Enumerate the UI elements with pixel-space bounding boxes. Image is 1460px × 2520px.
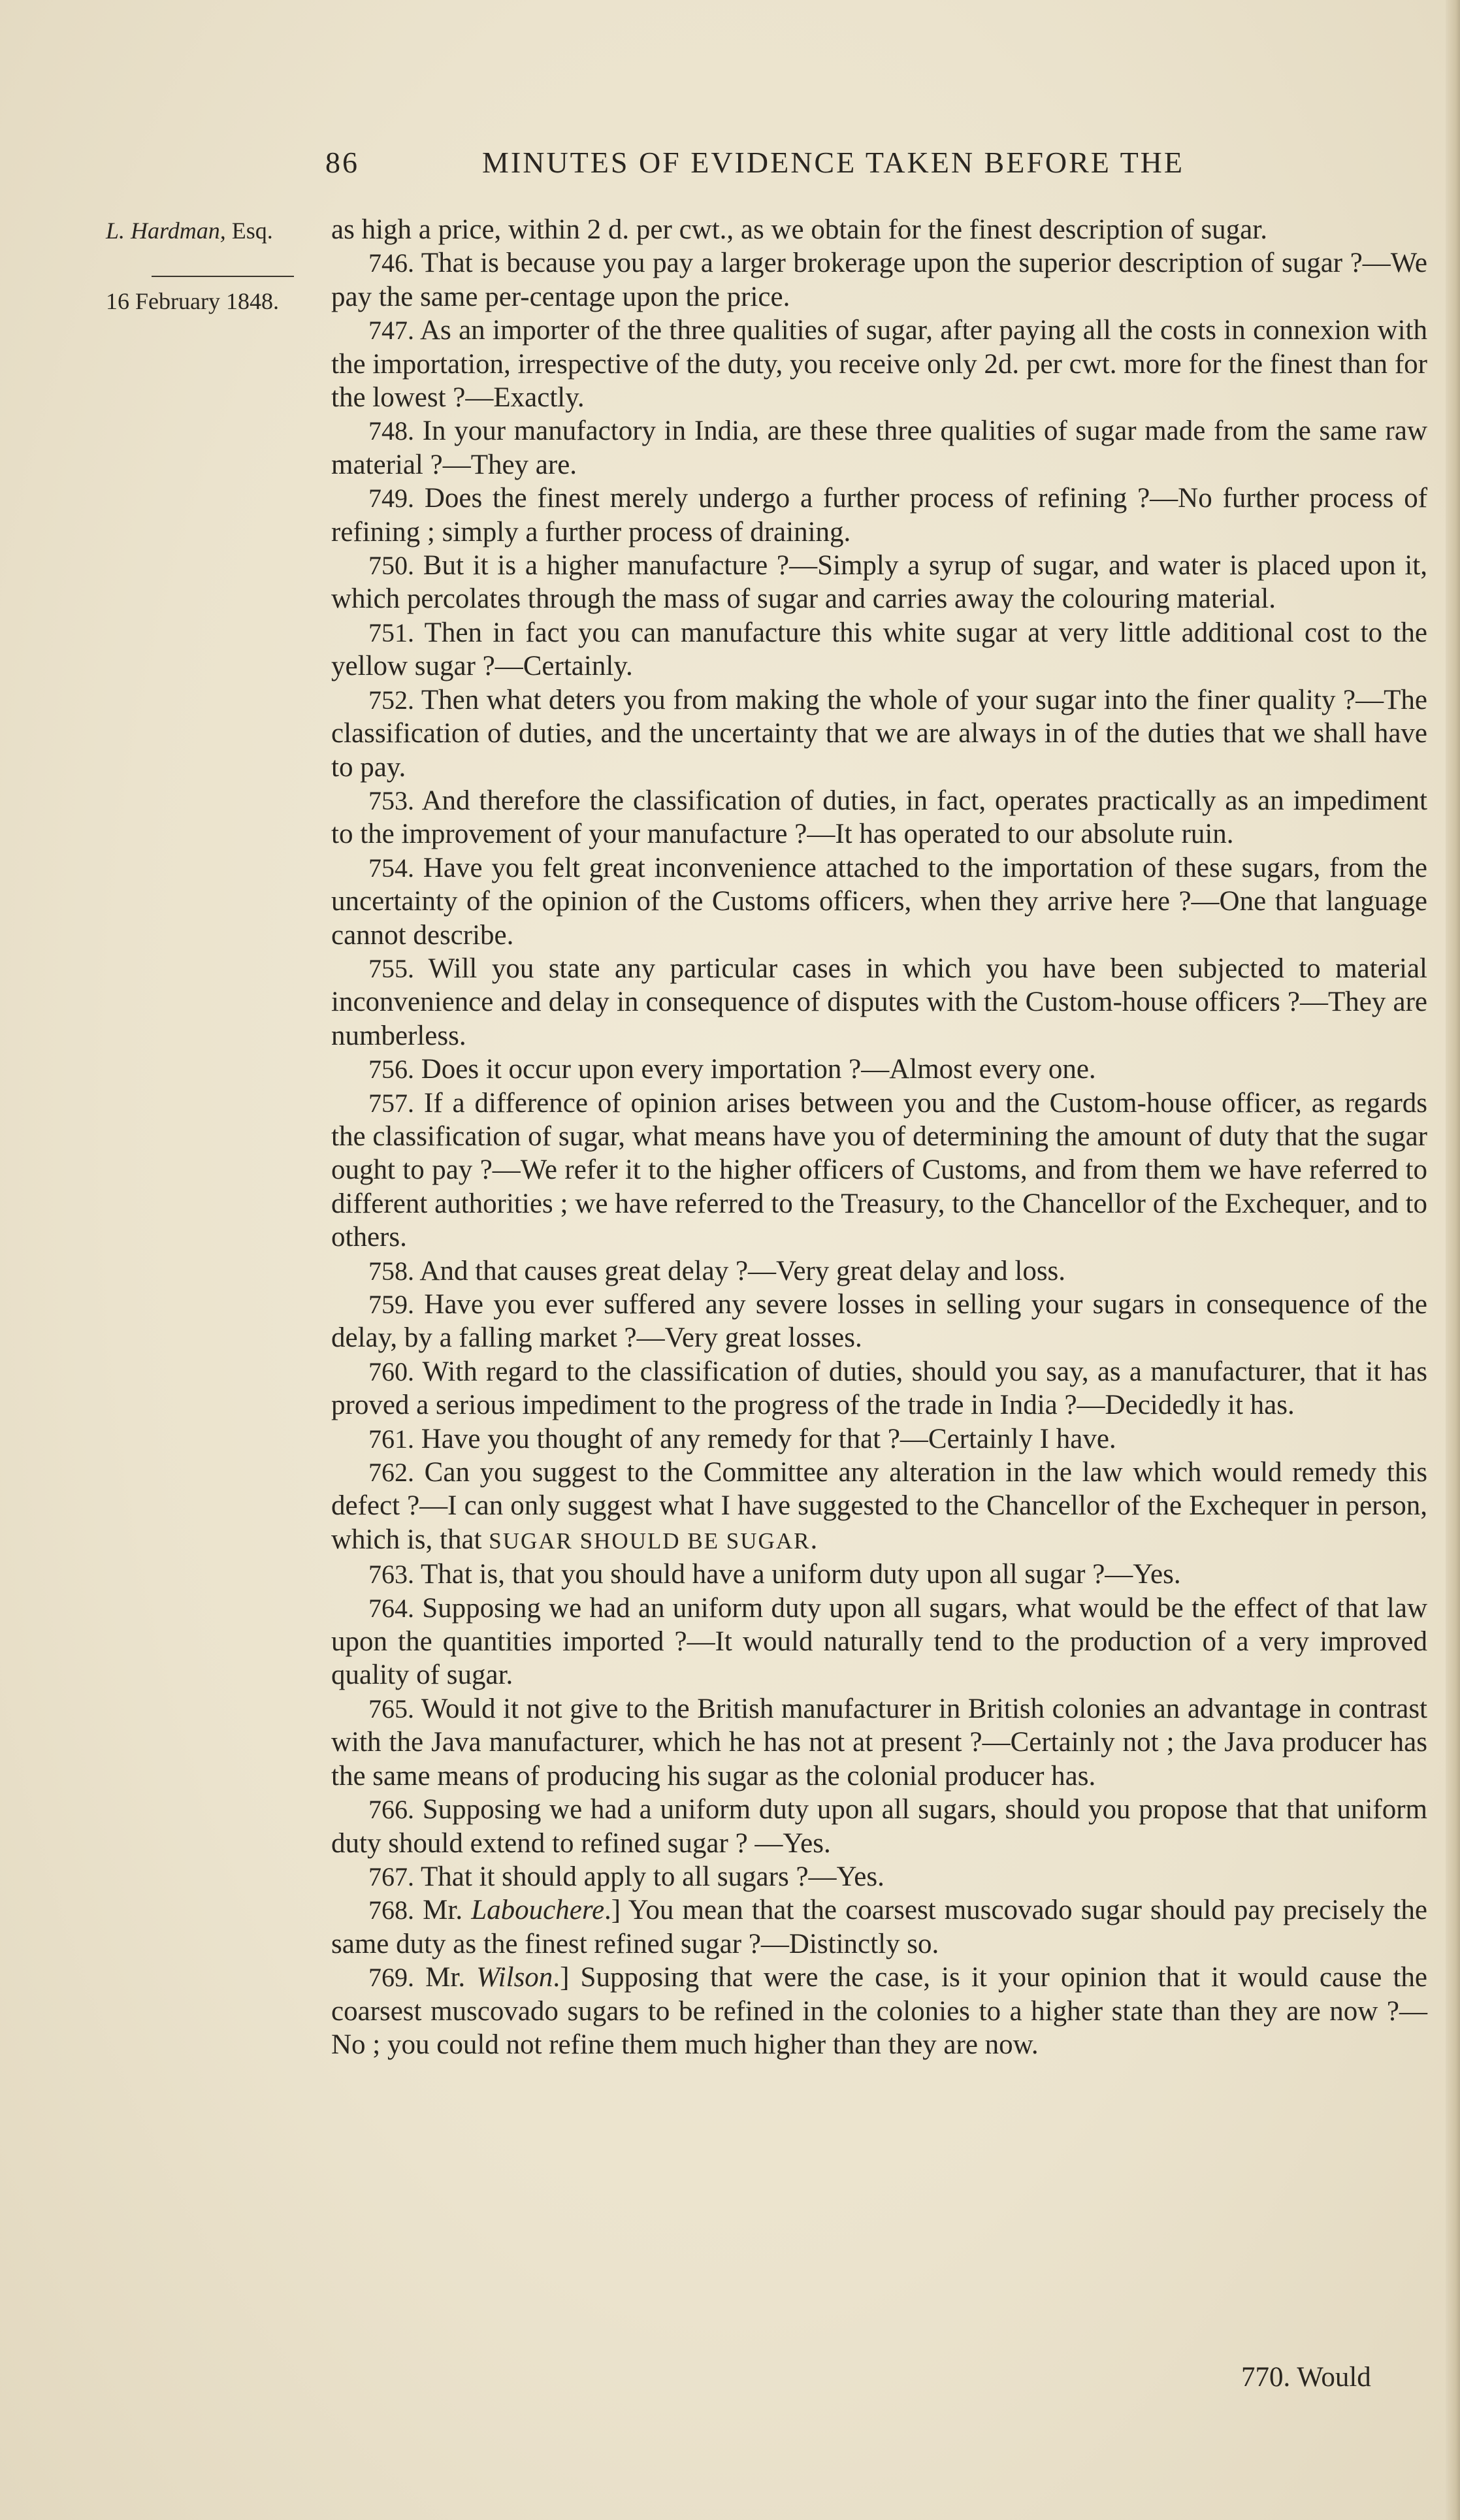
evidence-paragraph xyxy=(331,1355,1427,1422)
running-title: MINUTES OF EVIDENCE TAKEN BEFORE THE xyxy=(482,146,1184,179)
evidence-paragraph xyxy=(331,314,1427,414)
evidence-paragraph xyxy=(331,851,1427,952)
paragraph-text: That is because you pay a larger brokerage upon the superior description of sugar ?—We pay the same per-centage upon the price. xyxy=(331,248,1428,312)
paragraph-text: You mean that the coarsest muscovado sugar should pay precisely the same duty as the finest refined sugar ?—Distinctly so. xyxy=(331,1895,1428,1959)
evidence-paragraph xyxy=(331,1860,1427,1893)
evidence-paragraph xyxy=(331,549,1427,616)
question-number: 766. xyxy=(368,1795,414,1825)
paragraph-text: Have you ever suffered any severe losses in selling your sugars in consequence of the delay, by a falling market ?—Very great losses. xyxy=(331,1289,1428,1354)
question-number: 758. xyxy=(368,1256,414,1286)
question-number: 760. xyxy=(368,1356,414,1386)
paragraph-text: That it should apply to all sugars ?—Yes. xyxy=(420,1861,884,1892)
paragraph-text: If a difference of opinion arises between you and the Custom-house officer, as regards the classification of sugar, what means have you of determining the amount of duty that the sugar ought to pay ?—We refer it to the higher officers of Customs, and from them we have referred to different authorities ; we have referred to the Treasury, to the Chancellor of the Exchequer, and to others. xyxy=(331,1087,1427,1253)
question-number: 764. xyxy=(368,1593,414,1623)
question-number: 753. xyxy=(368,785,414,815)
question-number: 757. xyxy=(368,1088,414,1118)
witness-suffix: Esq. xyxy=(225,218,273,244)
question-number: 755. xyxy=(368,953,414,983)
question-number: 769. xyxy=(368,1963,414,1993)
evidence-paragraph xyxy=(331,414,1427,482)
question-number: 754. xyxy=(368,853,414,883)
paragraph-text: Can you suggest to the Committee any alteration in the law which would remedy this defect ?—I can only suggest what I have suggested to the Chancellor of the Exchequer in person, which is, that xyxy=(331,1457,1427,1555)
question-number: 752. xyxy=(368,685,414,715)
evidence-paragraph xyxy=(331,1422,1427,1456)
paragraph-text: In your manufactory in India, are these three qualities of sugar made from the same raw material ?—They are. xyxy=(331,416,1428,480)
question-number: 756. xyxy=(368,1055,414,1085)
question-number: 759. xyxy=(368,1290,414,1319)
evidence-paragraph xyxy=(331,246,1427,314)
question-number: 746. xyxy=(368,248,414,278)
paragraph-text: With regard to the classification of duties, should you say, as a manufacturer, that it has proved a serious impediment to the progress of the trade in India ?—Decidedly it has. xyxy=(331,1356,1427,1421)
question-number: 763. xyxy=(368,1560,414,1590)
catchword: 770. Would xyxy=(1241,2362,1371,2393)
emphasis-tail: . xyxy=(810,1524,818,1555)
page-number: 86 xyxy=(325,146,359,179)
evidence-paragraph xyxy=(331,1793,1427,1860)
evidence-paragraph xyxy=(331,1254,1427,1288)
evidence-paragraph xyxy=(331,1456,1427,1558)
paragraph-text: And that causes great delay ?—Very great delay and loss. xyxy=(419,1255,1066,1286)
evidence-paragraph xyxy=(331,1053,1427,1086)
emphasis-text: SUGAR SHOULD BE SUGAR xyxy=(489,1528,811,1554)
speaker-name: Wilson xyxy=(476,1962,553,1993)
paragraph-text: Does it occur upon every importation ?—Almost every one. xyxy=(421,1054,1096,1085)
evidence-paragraph xyxy=(331,482,1427,549)
evidence-paragraph xyxy=(331,1558,1427,1591)
evidence-paragraph xyxy=(331,1288,1427,1355)
question-number: 747. xyxy=(368,316,414,346)
paragraph-text: Will you state any particular cases in which you have been subjected to material inconvenience and delay in consequence of disputes with the Custom-house officers ?—They are numberless. xyxy=(331,953,1427,1051)
page-edge-shadow xyxy=(1446,0,1460,2520)
question-number: 762. xyxy=(368,1458,414,1488)
evidence-paragraph xyxy=(331,1592,1427,1692)
paragraph-text: Then in fact you can manufacture this white sugar at very little additional cost to the yellow sugar ?—Certainly. xyxy=(331,617,1427,682)
hearing-date: 16 February 1848. xyxy=(106,288,279,314)
speaker-prefix: Mr. xyxy=(423,1895,472,1926)
paragraph-text: Does the finest merely undergo a further process of refining ?—No further process of refining ; simply a further process of draining. xyxy=(331,483,1428,548)
paragraph-text: Supposing we had a uniform duty upon all sugars, should you propose that that uniform duty should extend to refined sugar ? —Yes. xyxy=(331,1794,1428,1859)
witness-name-italic: L. Hardman, xyxy=(106,218,226,244)
evidence-paragraph xyxy=(331,616,1427,683)
evidence-paragraph xyxy=(331,683,1427,784)
evidence-paragraph xyxy=(331,1893,1427,1961)
paragraph-text: And therefore the classification of duties, in fact, operates practically as an impediment to the improvement of your manufacture ?—It has operated to our absolute ruin. xyxy=(331,785,1427,850)
paragraph-text: Supposing we had an uniform duty upon all sugars, what would be the effect of that law upon the quantities imported ?—It would naturally tend to the production of a very improved quality of sugar. xyxy=(331,1592,1428,1691)
evidence-body xyxy=(331,213,1427,2061)
paragraph-text: Have you thought of any remedy for that ?—Certainly I have. xyxy=(421,1423,1116,1454)
witness-name xyxy=(106,217,328,244)
evidence-paragraph xyxy=(331,784,1427,851)
question-number: 768. xyxy=(368,1895,414,1925)
speaker-prefix: Mr. xyxy=(425,1962,477,1993)
question-number: 765. xyxy=(368,1694,414,1724)
paragraph-text: Would it not give to the British manufacturer in British colonies an advantage in contrast with the Java manufacturer, which he has not at present ?—Certainly not ; the Java producer has the same means of producing his sugar as the colonial producer has. xyxy=(331,1693,1428,1792)
question-number: 761. xyxy=(368,1424,414,1454)
paragraph-text: Have you felt great inconvenience attached to the importation of these sugars, from the uncertainty of the opinion of the Customs officers, when they arrive here ?—One that language cannot describe. xyxy=(331,852,1428,951)
question-number: 749. xyxy=(368,483,414,514)
paragraph-text: That is, that you should have a uniform duty upon all sugar ?—Yes. xyxy=(420,1559,1181,1590)
speaker-name: Labouchere xyxy=(471,1895,605,1926)
question-number: 767. xyxy=(368,1861,414,1891)
margin-rule xyxy=(152,276,294,277)
question-number: 751. xyxy=(368,617,414,647)
paragraph-text: Then what deters you from making the whole of your sugar into the finer quality ?—The classification of duties, and the uncertainty that we are always in of the duties that we shall have to pay. xyxy=(331,684,1427,783)
paragraph-text: As an importer of the three qualities of sugar, after paying all the costs in connexion with the importation, irrespective of the duty, you receive only 2d. per cwt. more for the finest than for the lowest ?—Exactly. xyxy=(331,315,1427,414)
speaker-suffix: .] xyxy=(553,1962,570,1993)
question-number: 748. xyxy=(368,416,414,446)
question-number: 750. xyxy=(368,551,414,581)
evidence-paragraph xyxy=(331,213,1427,246)
evidence-paragraph xyxy=(331,1692,1427,1793)
speaker-suffix: .] xyxy=(604,1895,621,1926)
evidence-paragraph xyxy=(331,1087,1427,1254)
evidence-paragraph xyxy=(331,952,1427,1053)
paragraph-text: Supposing that were the case, is it your opinion that it would cause the coarsest muscovado sugars to be refined in the colonies to a higher state than they are now ?—No ; you could not refine them much higher than they are now. xyxy=(331,1962,1427,2060)
evidence-paragraph xyxy=(331,1961,1427,2061)
paragraph-text: as high a price, within 2 d. per cwt., as we obtain for the finest description of sugar. xyxy=(331,214,1267,245)
paragraph-text: But it is a higher manufacture ?—Simply a syrup of sugar, and water is placed upon it, which percolates through the mass of sugar and carries away the colouring material. xyxy=(331,550,1427,615)
